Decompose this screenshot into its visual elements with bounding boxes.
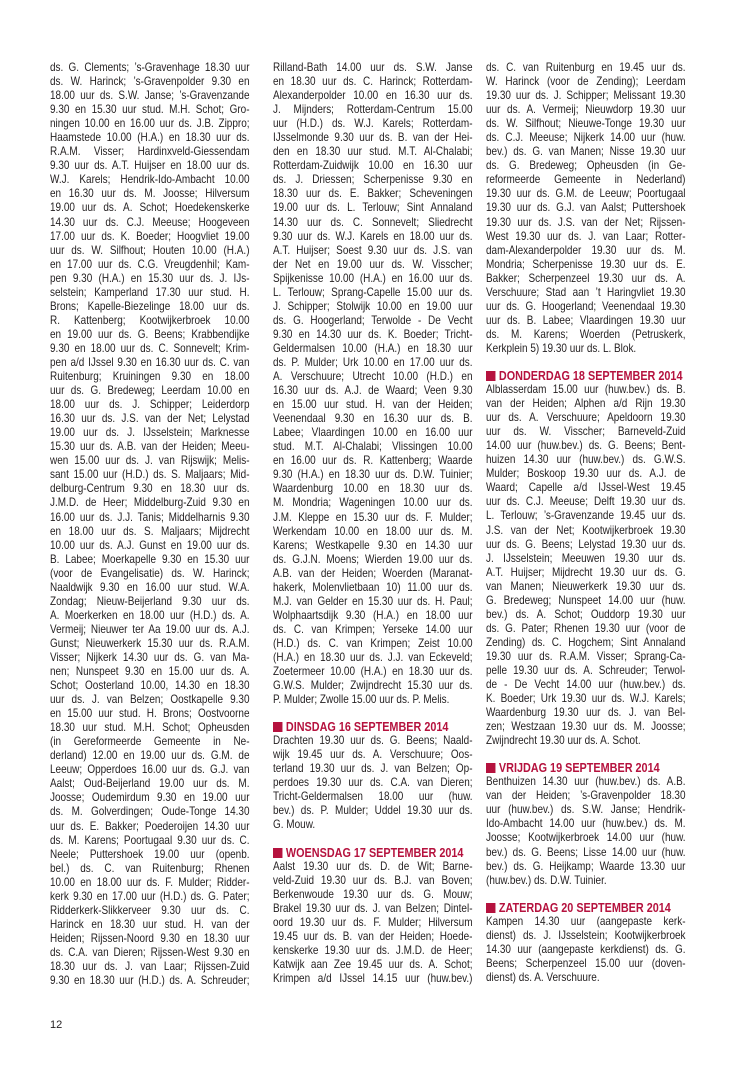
text-line: dienst) ds. A. Verschuure. — [486, 970, 600, 984]
text-line: IJsselmonde 9.30 uur ds. B. van der Hei- — [273, 131, 473, 145]
text-line: Vermeij; Nieuwer ter Aa 19.00 uur ds. A.J. — [50, 622, 250, 636]
day-heading — [273, 846, 473, 860]
text-line: ningen 10.00 en 16.00 uur ds. J.B. Zippro; — [50, 117, 250, 131]
service-list-continuation — [486, 61, 686, 356]
text-line: J.S. van der Net; Kootwijkerbroek 19.30 — [486, 523, 686, 537]
square-bullet-icon — [486, 763, 495, 773]
text-line: der Net en 19.00 uur ds. W. Visscher; — [273, 257, 473, 271]
text-line: 19.00 uur ds. A. Schot; Hoedekenskerke — [50, 201, 250, 215]
text-line: ds. C.J. Meeuse; Nijkerk 14.00 uur (huw. — [486, 131, 686, 145]
text-line: sant 15.00 uur (H.D.) ds. S. Maljaars; Mid- — [50, 468, 250, 482]
text-line: L. Terlouw; Sprang-Capelle 15.00 uur ds. — [273, 285, 473, 299]
text-line: 19.30 uur ds. R.A.M. Visser; Sprang-Ca- — [486, 649, 686, 663]
text-line: J.M.D. de Heer; Middelburg-Zuid 9.30 en — [50, 496, 250, 510]
text-line: Kerkplein 5) 19.30 uur ds. L. Blok. — [486, 341, 637, 355]
text-line: 19.30 uur ds. G.J. van Aalst; Puttershoek — [486, 201, 686, 215]
text-line: Brons; Kapelle-Biezelinge 18.00 uur ds. — [50, 299, 250, 313]
text-line: Harinck en 18.30 uur stud. H. van der — [50, 917, 250, 931]
text-line: 19.00 uur ds. L. Terlouw; Sint Annaland — [273, 201, 473, 215]
service-day-section — [486, 901, 686, 985]
text-line: J. Schipper; Stolwijk 10.00 en 19.00 uur — [273, 299, 473, 313]
text-line: bev.) ds. G. Heijkamp; Waarde 13.30 uur — [486, 859, 686, 873]
text-line: bev.) ds. G. Beens; Lisse 14.00 uur (huw. — [486, 845, 686, 859]
text-line: 9.30 en 18.00 uur ds. C. Sonnevelt; Krim- — [50, 341, 250, 355]
text-line: 16.30 uur ds. A.J. de Waard; Veen 9.30 — [273, 384, 473, 398]
text-line: Waard; Capelle a/d IJssel-West 19.45 — [486, 481, 686, 495]
text-column-2 — [273, 61, 473, 986]
text-line: uur ds. G. Hoogerland; Veenendaal 19.30 — [486, 299, 686, 313]
text-line: A.T. Huijser; Soest 9.30 uur ds. J.S. van — [273, 243, 473, 257]
text-column-3 — [486, 61, 686, 985]
text-line: en 16.00 uur ds. R. Kattenberg; Waarde — [273, 454, 473, 468]
text-line: Kampen 14.30 uur (aangepaste kerk- — [486, 914, 686, 928]
text-line: Haamstede 10.00 (H.A.) en 18.30 uur ds. — [50, 131, 250, 145]
text-line: veld-Zuid 19.30 uur ds. B.J. van Boven; — [273, 873, 473, 887]
text-line: oord 19.30 uur ds. F. Mulder; Hilversum — [273, 915, 473, 929]
text-line: (H.A.) en 18.30 uur ds. J.J. van Eckeveld; — [273, 650, 473, 664]
text-line: ds. P. Mulder; Urk 10.00 en 17.00 uur ds. — [273, 355, 473, 369]
text-line: (huw.bev.) ds. D.W. Tuinier. — [486, 873, 607, 887]
text-line: Heiden; Rijssen-Noord 9.30 en 18.30 uur — [50, 931, 250, 945]
day-heading — [486, 369, 686, 383]
text-line: en 15.00 uur stud. H. van der Heiden; — [273, 398, 473, 412]
text-line: Katwijk aan Zee 19.45 uur ds. A. Schot; — [273, 957, 473, 971]
text-line: ds. M. Karens; Poortugaal 9.30 uur ds. C. — [50, 833, 250, 847]
text-line: uur ds. B. Labee; Vlaardingen 19.30 uur — [486, 313, 686, 327]
text-line: ds. G. Hoogerland; Terwolde - De Vecht — [273, 313, 473, 327]
text-line: Werkendam 10.00 en 18.00 uur ds. M. — [273, 524, 473, 538]
text-line: (H.D.) ds. C. van Krimpen; Zeist 10.00 — [273, 636, 473, 650]
text-line: Bakker; Scherpenzeel 19.30 uur ds. A. — [486, 271, 686, 285]
text-line: Zending) ds. C. Hogchem; Sint Annaland — [486, 635, 686, 649]
text-line: Aalst 19.30 uur ds. D. de Wit; Barne- — [273, 859, 473, 873]
text-line: 10.00 en 18.00 uur ds. F. Mulder; Ridder- — [50, 875, 250, 889]
text-line: ds. M. Karens; Woerden (Petruskerk, — [486, 327, 686, 341]
square-bullet-icon — [273, 722, 282, 732]
text-line: 18.30 uur ds. J. van Laar; Rijssen-Zuid — [50, 960, 250, 973]
page-number: 12 — [50, 1019, 63, 1031]
text-line: 9.30 uur ds. W.J. Karels en 18.00 uur ds. — [273, 229, 473, 243]
text-line: 9.30 (H.A.) en 18.30 uur ds. D.W. Tuinier; — [273, 468, 473, 482]
text-line: ds. G. Clements; ’s-Gravenhage 18.30 uur — [50, 61, 250, 74]
text-line: ds. W. Silfhout; Nieuwe-Tonge 19.30 uur — [486, 117, 686, 131]
text-line: Leeuw; Opperdoes 16.00 uur ds. G.J. van — [50, 763, 250, 777]
text-line: Gunst; Nieuwerkerk 15.30 uur ds. R.A.M. — [50, 636, 250, 650]
text-line: A.B. van der Heiden; Woerden (Maranat- — [273, 566, 473, 580]
text-line: uur ds. G. Beens; Lelystad 19.30 uur ds. — [486, 537, 686, 551]
text-line: van der Heiden; Alphen a/d Rijn 19.30 — [486, 397, 686, 411]
text-line: ds. C. van Ruitenburg en 19.45 uur ds. — [486, 61, 686, 74]
text-line: uur ds. W. Silfhout; Houten 10.00 (H.A.) — [50, 243, 250, 257]
text-line: J. Mijnders; Rotterdam-Centrum 15.00 — [273, 103, 473, 117]
text-line: 19.00 uur ds. J. IJsselstein; Marknesse — [50, 426, 250, 440]
text-line: Waardenburg 10.00 en 18.30 uur ds. — [273, 482, 473, 496]
text-line: kerk 9.30 en 17.00 uur (H.D.) ds. G. Pater; — [50, 889, 250, 903]
text-line: hakerk, Molenvlietbaan 10) 11.00 uur ds. — [273, 580, 473, 594]
text-line: Aalst; Oud-Beijerland 19.00 uur ds. M. — [50, 777, 250, 791]
text-line: van Manen; Nieuwerkerk 19.30 uur ds. — [486, 579, 686, 593]
text-line: perdoes 19.30 uur ds. C.A. van Dieren; — [273, 776, 473, 790]
text-line: 19.30 uur ds. J. Schipper; Melissant 19.30 — [486, 89, 686, 103]
text-line: uur ds. G. Bredeweg; Leerdam 10.00 en — [50, 384, 250, 398]
text-line: uur ds. A. Verschuure; Apeldoorn 19.30 — [486, 411, 686, 425]
text-line: pen a/d IJssel 9.30 en 16.30 uur ds. C. van — [50, 355, 250, 369]
text-line: A. Moerkerken en 18.00 uur (H.D.) ds. A. — [50, 608, 250, 622]
text-line: ds. G.J.N. Moens; Wierden 19.00 uur ds. — [273, 552, 473, 566]
text-line: K. Boeder; Urk 19.30 uur ds. W.J. Karels; — [486, 692, 686, 706]
text-line: P. Mulder; Zwolle 15.00 uur ds. P. Melis. — [273, 693, 450, 707]
text-line: Rotterdam-Zuidwijk 10.00 en 16.30 uur — [273, 159, 473, 173]
text-line: W.J. Karels; Hendrik-Ido-Ambacht 10.00 — [50, 173, 250, 187]
text-line: derland) 12.00 en 19.00 uur ds. G.M. de — [50, 749, 250, 763]
text-line: ds. G. Pater; Rhenen 19.30 uur (voor de — [486, 621, 686, 635]
day-heading — [486, 901, 686, 915]
text-line: (voor de Evangelisatie) ds. W. Harinck; — [50, 566, 250, 580]
service-day-section — [273, 720, 473, 832]
square-bullet-icon — [273, 848, 282, 858]
service-list-continuation — [273, 61, 473, 707]
day-heading-text: ZATERDAG 20 SEPTEMBER 2014 — [498, 900, 671, 915]
text-line: R.A.M. Visser; Hardinxveld-Giessendam — [50, 145, 250, 159]
text-line: bev.) ds. G. van Manen; Nisse 19.30 uur — [486, 145, 686, 159]
text-line: Labee; Vlaardingen 10.00 en 16.00 uur — [273, 426, 473, 440]
text-line: uur ds. C.J. Meeuse; Delft 19.30 uur ds. — [486, 495, 686, 509]
text-line: zen; Westzaan 19.30 uur ds. M. Joosse; — [486, 720, 686, 734]
text-line: 9.30 en 18.30 uur (H.D.) ds. A. Schreuder; — [50, 974, 250, 988]
text-line: 14.00 uur (huw.bev.) ds. G. Beens; Bent- — [486, 439, 686, 453]
text-line: Tricht-Geldermalsen 18.00 uur (huw. — [273, 790, 473, 804]
service-list-continuation — [50, 61, 250, 988]
text-line: ds. C. van Krimpen; Yerseke 14.00 uur — [273, 622, 473, 636]
text-line: G.W.S. Mulder; Zwijndrecht 15.30 uur ds. — [273, 679, 473, 693]
text-line: A. Verschuure; Utrecht 10.00 (H.D.) en — [273, 370, 473, 384]
text-line: 14.30 uur ds. C.J. Meeuse; Hoogeveen — [50, 215, 250, 229]
text-line: Mondria; Scherpenisse 19.30 uur ds. E. — [486, 257, 686, 271]
text-line: G. Bredeweg; Nunspeet 14.00 uur (huw. — [486, 593, 686, 607]
text-line: en 17.00 uur ds. C.G. Vreugdenhil; Kam- — [50, 257, 250, 271]
text-line: 9.30 uur ds. A.T. Huijser en 18.00 uur ds. — [50, 159, 250, 173]
text-line: 19.45 uur ds. B. van der Heiden; Hoede- — [273, 929, 473, 943]
text-line: Drachten 19.30 uur ds. G. Beens; Naald- — [273, 734, 473, 748]
text-line: Rilland-Bath 14.00 uur ds. S.W. Janse — [273, 61, 473, 74]
text-line: uur (huw.bev.) ds. S.W. Janse; Hendrik- — [486, 803, 686, 817]
text-line: den en 18.30 uur stud. M.T. Al-Chalabi; — [273, 145, 473, 159]
text-line: Neele; Puttershoek 19.00 uur (openb. — [50, 847, 250, 861]
text-line: dienst) ds. J. IJsselstein; Kootwijkerbroek — [486, 928, 686, 942]
day-heading-text: DINSDAG 16 SEPTEMBER 2014 — [285, 720, 449, 735]
text-line: M. Mondria; Wageningen 10.00 uur ds. — [273, 496, 473, 510]
text-line: wen 15.00 uur ds. J. van Rijswijk; Melis- — [50, 454, 250, 468]
text-line: bel.) ds. C. van Ruitenburg; Rhenen — [50, 861, 250, 875]
text-line: G. Mouw. — [273, 818, 316, 832]
text-line: (in Gereformeerde Gemeente in Ne- — [50, 735, 250, 749]
text-line: Waardenburg 19.30 uur ds. J. van Bel- — [486, 706, 686, 720]
text-line: uur ds. J. van Belzen; Oostkapelle 9.30 — [50, 693, 250, 707]
text-line: Beens; Scherpenzeel 15.00 uur (doven- — [486, 956, 686, 970]
text-line: A.T. Huijser; Mijdrecht 19.30 uur ds. G. — [486, 565, 686, 579]
text-line: huizen 14.30 uur (huw.bev.) ds. G.W.S. — [486, 453, 686, 467]
service-day-section — [486, 761, 686, 887]
day-heading — [486, 761, 686, 775]
text-line: 17.00 uur ds. K. Boeder; Hoogvliet 19.00 — [50, 229, 250, 243]
text-line: L. Terlouw; ’s-Gravenzande 19.45 uur ds. — [486, 509, 686, 523]
text-line: Zoetermeer 10.00 (H.A.) en 18.30 uur ds. — [273, 665, 473, 679]
text-line: 18.30 uur stud. M.H. Schot; Opheusden — [50, 721, 250, 735]
text-line: 10.00 uur ds. A.J. Gunst en 19.00 uur ds. — [50, 538, 250, 552]
text-line: 18.00 uur ds. S.W. Janse; ’s-Gravenzande — [50, 89, 250, 103]
service-day-section — [486, 369, 686, 748]
text-line: en 18.00 uur ds. S. Maljaars; Mijdrecht — [50, 524, 250, 538]
text-line: terland 19.30 uur ds. J. van Belzen; Op- — [273, 762, 473, 776]
text-line: 18.30 uur ds. E. Bakker; Scheveningen — [273, 187, 473, 201]
text-line: uur (H.D.) ds. W.J. Karels; Rotterdam- — [273, 117, 473, 131]
text-line: 18.00 uur ds. J. Schipper; Leiderdorp — [50, 398, 250, 412]
text-line: en 15.00 uur stud. H. Brons; Oostvoorne — [50, 707, 250, 721]
text-line: 16.00 uur ds. J.J. Tanis; Middelharnis 9.30 — [50, 510, 250, 524]
text-line: M.J. van Gelder en 15.30 uur ds. H. Paul; — [273, 594, 473, 608]
text-line: ds. M. Golverdingen; Oude-Tonge 14.30 — [50, 805, 250, 819]
text-line: delburg-Centrum 9.30 en 18.30 uur ds. — [50, 482, 250, 496]
text-line: Visser; Nijkerk 14.30 uur ds. G. van Ma- — [50, 650, 250, 664]
text-line: pen 9.30 (H.A.) en 15.30 uur ds. J. IJs- — [50, 271, 250, 285]
text-line: en 18.30 uur ds. C. Harinck; Rotterdam- — [273, 75, 473, 89]
text-line: ds. C.A. van Dieren; Rijssen-West 9.30 en — [50, 945, 250, 959]
text-line: Alblasserdam 15.00 uur (huw.bev.) ds. B. — [486, 383, 686, 397]
day-heading — [273, 720, 473, 734]
text-line: ds. J. Driessen; Scherpenisse 9.30 en — [273, 173, 473, 187]
square-bullet-icon — [486, 371, 495, 381]
text-line: Alexanderpolder 10.00 en 16.30 uur ds. — [273, 89, 473, 103]
day-heading-text: VRIJDAG 19 SEPTEMBER 2014 — [498, 761, 660, 776]
text-column-1 — [50, 61, 250, 988]
text-line: Brakel 19.30 uur ds. J. van Belzen; Dintel- — [273, 901, 473, 915]
text-line: uur ds. E. Bakker; Poederoijen 14.30 uur — [50, 819, 250, 833]
text-line: Berkenwoude 19.30 uur ds. G. Mouw; — [273, 887, 473, 901]
text-line: en 19.00 uur ds. G. Beens; Krabbendijke — [50, 327, 250, 341]
text-line: Benthuizen 14.30 uur (huw.bev.) ds. A.B. — [486, 775, 686, 789]
text-line: 14.30 uur ds. C. Sonnevelt; Sliedrecht — [273, 215, 473, 229]
text-line: Zondag; Nieuw-Beijerland 9.30 uur ds. — [50, 594, 250, 608]
text-line: nen; Nunspeet 9.30 en 15.00 uur ds. A. — [50, 665, 250, 679]
text-line: dam-Alexanderpolder 19.30 uur ds. M. — [486, 243, 686, 257]
text-line: reformeerde Gemeente in Nederland) — [486, 173, 686, 187]
text-line: bev.) ds. A. Schot; Ouddorp 19.30 uur — [486, 607, 686, 621]
square-bullet-icon — [486, 903, 495, 913]
text-line: West 19.30 uur ds. J. van Laar; Rotter- — [486, 229, 686, 243]
day-heading-text: WOENSDAG 17 SEPTEMBER 2014 — [285, 845, 464, 860]
text-line: Ruitenburg; Kruiningen 9.30 en 18.00 — [50, 370, 250, 384]
text-line: uur ds. A. Vermeij; Nieuwdorp 19.30 uur — [486, 103, 686, 117]
text-line: Joosse; Kootwijkerbroek 14.00 uur (huw. — [486, 831, 686, 845]
text-line: de - De Vecht 14.00 uur (huw.bev.) ds. — [486, 678, 686, 692]
text-line: Zwijndrecht 19.30 uur ds. A. Schot. — [486, 734, 641, 748]
text-line: 14.30 uur (aangepaste kerkdienst) ds. G. — [486, 942, 686, 956]
text-line: 19.30 uur ds. G.M. de Leeuw; Poortugaal — [486, 187, 686, 201]
text-line: 19.30 uur ds. J.S. van der Net; Rijssen- — [486, 215, 686, 229]
text-line: W. Harinck (voor de Zending); Leerdam — [486, 75, 686, 89]
text-line: Mulder; Boskoop 19.30 uur ds. A.J. de — [486, 467, 686, 481]
text-line: Naaldwijk 9.30 en 16.00 uur stud. W.A. — [50, 580, 250, 594]
service-day-section — [273, 846, 473, 986]
text-line: en 16.30 uur ds. M. Joosse; Hilversum — [50, 187, 250, 201]
text-line: J.M. Kleppe en 15.30 uur ds. F. Mulder; — [273, 510, 473, 524]
text-line: Spijkenisse 10.00 (H.A.) en 16.00 uur ds. — [273, 271, 473, 285]
text-line: 16.30 uur ds. J.S. van der Net; Lelystad — [50, 412, 250, 426]
text-line: Ido-Ambacht 14.00 uur (huw.bev.) ds. M. — [486, 817, 686, 831]
text-line: J. IJsselstein; Meeuwen 19.30 uur ds. — [486, 551, 686, 565]
text-line: B. Labee; Moerkapelle 9.30 en 15.30 uur — [50, 552, 250, 566]
text-line: ds. W. Harinck; ’s-Gravenpolder 9.30 en — [50, 75, 250, 89]
text-line: wijk 19.45 uur ds. A. Verschuure; Oos- — [273, 748, 473, 762]
text-line: van der Heiden; ’s-Gravenpolder 18.30 — [486, 789, 686, 803]
text-line: stud. M.T. Al-Chalabi; Vlissingen 10.00 — [273, 440, 473, 454]
text-line: pelle 19.30 uur ds. A. Schreuder; Terwol- — [486, 663, 686, 677]
day-heading-text: DONDERDAG 18 SEPTEMBER 2014 — [498, 368, 683, 383]
text-line: 9.30 en 14.30 uur ds. K. Boeder; Tricht- — [273, 327, 473, 341]
text-line: ds. G. Bredeweg; Opheusden (in Ge- — [486, 159, 686, 173]
text-line: 15.30 uur ds. A.B. van der Heiden; Meeu- — [50, 440, 250, 454]
text-line: Joosse; Oudemirdum 9.30 en 19.00 uur — [50, 791, 250, 805]
text-line: Veenendaal 9.30 en 16.30 uur ds. B. — [273, 412, 473, 426]
text-line: selstein; Kamperland 17.30 uur stud. H. — [50, 285, 250, 299]
text-line: Schot; Oosterland 10.00, 14.30 en 18.30 — [50, 679, 250, 693]
text-line: Geldermalsen 10.00 (H.A.) en 18.30 uur — [273, 341, 473, 355]
text-line: kenskerke 19.30 uur ds. J.M.D. de Heer; — [273, 943, 473, 957]
text-line: 9.30 en 15.30 uur stud. M.H. Schot; Gro- — [50, 103, 250, 117]
text-line: R. Kattenberg; Kootwijkerbroek 10.00 — [50, 313, 250, 327]
text-line: Karens; Westkapelle 9.30 en 14.30 uur — [273, 538, 473, 552]
text-line: bev.) ds. P. Mulder; Uddel 19.30 uur ds. — [273, 804, 473, 818]
text-line: Verschuure; Stad aan ’t Haringvliet 19.30 — [486, 285, 686, 299]
text-line: uur ds. W. Visscher; Barneveld-Zuid — [486, 425, 686, 439]
text-line: Krimpen a/d IJssel 14.15 uur (huw.bev.) — [273, 971, 473, 985]
text-line: Ridderkerk-Slikkerveer 9.30 uur ds. C. — [50, 903, 250, 917]
text-line: Wolphaartsdijk 9.30 (H.A.) en 18.00 uur — [273, 608, 473, 622]
